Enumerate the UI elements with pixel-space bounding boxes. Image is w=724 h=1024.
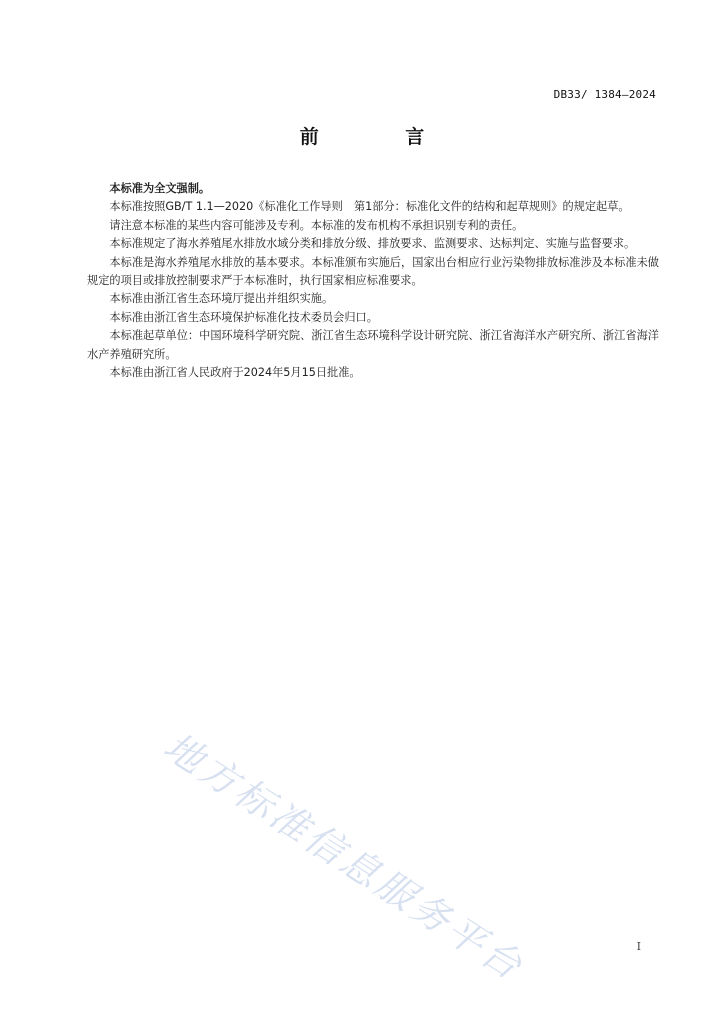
page-title: 前 言: [299, 126, 465, 148]
watermark: 地方标准信息服务平台: [156, 723, 533, 990]
paragraph-proposer: 本标准由浙江省生态环境厅提出并组织实施。: [109, 292, 334, 306]
foreword-body: [87, 180, 659, 382]
paragraph-basic-requirements: 本标准是海水养殖尾水排放的基本要求。本标准颁布实施后，国家出台相应行业污染物排放标准涉及本标准未做规定的项目或排放控制要求严于本标准时，执行国家相应标准要求。: [87, 255, 659, 288]
page-number: I: [636, 940, 641, 953]
paragraph-mandatory: 本标准为全文强制。: [109, 182, 211, 195]
paragraph-drafting-units: 本标准起草单位：中国环境科学研究院、浙江省生态环境科学设计研究院、浙江省海洋水产研究所、浙江省海洋水产养殖研究所。: [87, 329, 659, 361]
paragraph-approval: 本标准由浙江省人民政府于2024年5月15日批准。: [109, 366, 361, 380]
paragraph-committee: 本标准由浙江省生态环境保护标准化技术委员会归口。: [109, 310, 378, 324]
paragraph-drafting-rules: 本标准按照GB/T 1.1—2020《标准化工作导则 第1部分：标准化文件的结构和起草规则》的规定起草。: [109, 200, 630, 214]
paragraph-scope: 本标准规定了海水养殖尾水排放水域分类和排放分级、排放要求、监测要求、达标判定、实施与监督要求。: [109, 237, 636, 251]
document-code: DB33/ 1384—2024: [553, 88, 656, 101]
paragraph-patent-notice: 请注意本标准的某些内容可能涉及专利。本标准的发布机构不承担识别专利的责任。: [109, 218, 524, 232]
